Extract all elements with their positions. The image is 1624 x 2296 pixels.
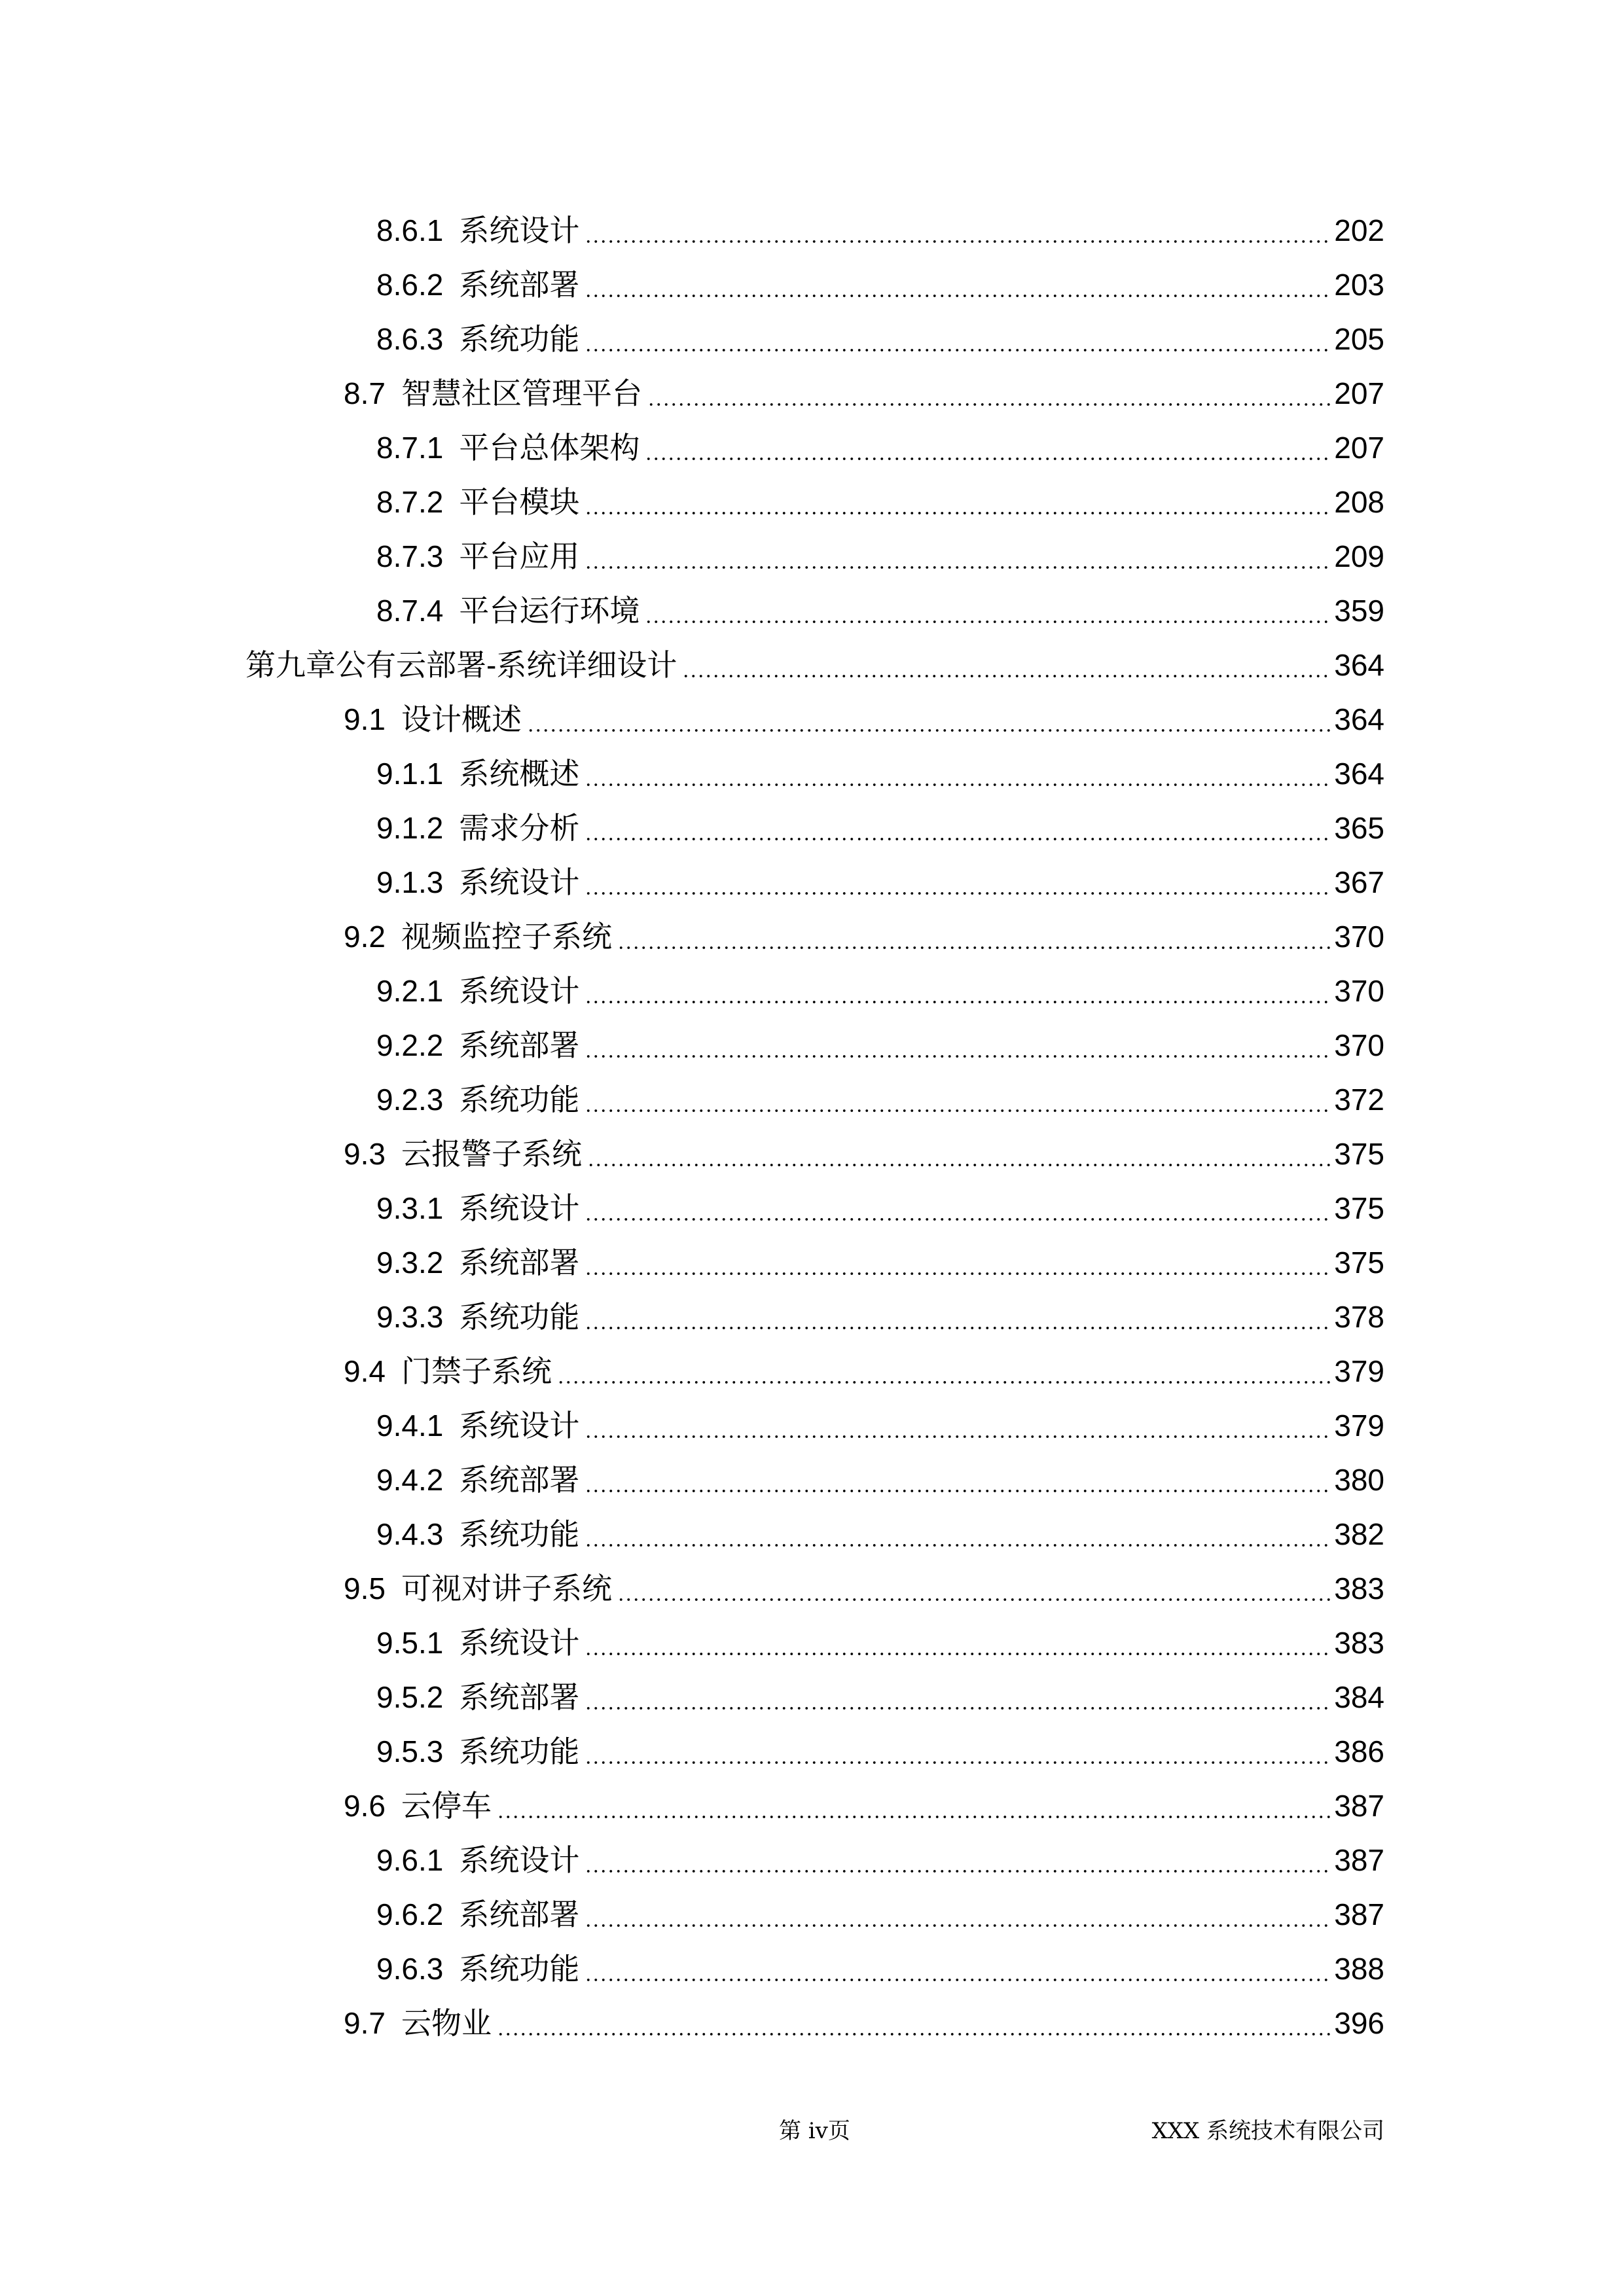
toc-entry-page: 365	[1334, 811, 1384, 845]
toc-entry[interactable]	[0, 1887, 1624, 1942]
dot-leader	[585, 1000, 1330, 1004]
dot-leader	[647, 403, 1330, 406]
dot-leader	[527, 728, 1330, 732]
toc-entry-number: 8.7.2	[376, 485, 444, 519]
toc-entry-page: 364	[1334, 757, 1384, 791]
toc-entry-title: 系统部署	[459, 1028, 580, 1062]
toc-entry[interactable]	[0, 583, 1624, 638]
toc-entry-number: 8.7.1	[376, 431, 444, 465]
toc-entry-title: 平台模块	[459, 485, 580, 519]
toc-entry-number: 9.6.2	[376, 1897, 444, 1931]
toc-entry-number: 9.2.1	[376, 974, 444, 1008]
toc-entry-page: 364	[1334, 648, 1384, 682]
toc-entry[interactable]	[0, 1452, 1624, 1507]
dot-leader	[585, 511, 1330, 515]
toc-entry-title: 系统部署	[459, 1897, 580, 1931]
toc-entry-page: 388	[1334, 1952, 1384, 1986]
toc-entry[interactable]	[0, 909, 1624, 964]
toc-entry-title: 系统设计	[459, 1408, 580, 1443]
toc-entry[interactable]	[0, 1561, 1624, 1616]
toc-entry-title: 需求分析	[459, 811, 580, 845]
dot-leader	[682, 674, 1330, 678]
toc-entry-page: 208	[1334, 485, 1384, 519]
dot-leader	[587, 1163, 1330, 1167]
toc-entry-title: 平台运行环境	[459, 594, 640, 628]
toc-entry-title: 系统功能	[459, 1083, 580, 1117]
toc-entry-number: 8.6.3	[376, 322, 444, 356]
toc-entry[interactable]	[0, 366, 1624, 421]
toc-entry-title: 视频监控子系统	[401, 920, 612, 954]
toc-entry-number: 9.3	[344, 1137, 386, 1171]
toc-entry-page: 379	[1334, 1408, 1384, 1443]
toc-entry-page: 396	[1334, 2006, 1384, 2040]
dot-leader	[585, 565, 1330, 569]
toc-entry-title: 系统功能	[459, 1300, 580, 1334]
toc-entry-page: 359	[1334, 594, 1384, 628]
dot-leader	[585, 1054, 1330, 1058]
toc-entry[interactable]	[0, 475, 1624, 529]
toc-entry[interactable]	[0, 746, 1624, 801]
toc-entry[interactable]	[0, 1996, 1624, 2051]
dot-leader	[497, 1815, 1330, 1819]
toc-chapter-number: 第九章	[245, 648, 336, 682]
toc-entry[interactable]	[0, 312, 1624, 367]
toc-entry-page: 364	[1334, 702, 1384, 736]
toc-entry-number: 9.2	[344, 920, 386, 954]
dot-leader	[585, 1761, 1330, 1765]
toc-entry-page: 207	[1334, 431, 1384, 465]
toc-entry-title: 系统设计	[459, 1626, 580, 1660]
toc-entry-title: 系统设计	[459, 865, 580, 899]
toc-entry-number: 9.4.1	[376, 1408, 444, 1443]
toc-entry-number: 9.1.3	[376, 865, 444, 899]
toc-entry-page: 380	[1334, 1463, 1384, 1497]
toc-entry[interactable]	[0, 1833, 1624, 1888]
toc-entry[interactable]	[0, 855, 1624, 910]
toc-entry-number: 9.3.1	[376, 1191, 444, 1225]
dot-leader	[557, 1380, 1330, 1384]
dot-leader	[585, 1109, 1330, 1113]
toc-entry-number: 9.6.3	[376, 1952, 444, 1986]
toc-entry-title: 云报警子系统	[401, 1137, 582, 1171]
toc-entry-number: 9.7	[344, 2006, 386, 2040]
toc-entry-number: 8.6.2	[376, 268, 444, 302]
toc-entry-page: 370	[1334, 1028, 1384, 1062]
toc-entry-number: 8.7	[344, 376, 386, 410]
toc-entry-page: 378	[1334, 1300, 1384, 1334]
toc-entry-title: 智慧社区管理平台	[401, 376, 642, 410]
dot-leader	[585, 1543, 1330, 1547]
dot-leader	[585, 1924, 1330, 1928]
toc-chapter-entry[interactable]	[0, 637, 1624, 692]
toc-entry-number: 9.5.1	[376, 1626, 444, 1660]
toc-entry-page: 386	[1334, 1734, 1384, 1768]
toc-entry-title: 云停车	[401, 1789, 492, 1823]
toc-entry-number: 9.5.2	[376, 1680, 444, 1714]
toc-entry[interactable]	[0, 963, 1624, 1018]
toc-entry[interactable]	[0, 1670, 1624, 1725]
dot-leader	[585, 1326, 1330, 1330]
toc-entry-title: 系统设计	[459, 1843, 580, 1877]
toc-entry-number: 9.2.2	[376, 1028, 444, 1062]
toc-entry-title: 平台总体架构	[459, 431, 640, 465]
toc-entry-page: 384	[1334, 1680, 1384, 1714]
toc-entry-page: 370	[1334, 920, 1384, 954]
toc-entry-title: 设计概述	[401, 702, 522, 736]
toc-entry-page: 375	[1334, 1191, 1384, 1225]
page-footer	[0, 2113, 1624, 2152]
toc-entry[interactable]	[0, 692, 1624, 747]
toc-entry[interactable]	[0, 1018, 1624, 1073]
dot-leader	[585, 1978, 1330, 1982]
toc-entry-number: 9.4	[344, 1354, 386, 1388]
toc-entry-page: 370	[1334, 974, 1384, 1008]
dot-leader	[585, 1869, 1330, 1873]
toc-entry-title: 系统设计	[459, 974, 580, 1008]
toc-entry[interactable]	[0, 1724, 1624, 1779]
toc-entry[interactable]	[0, 1398, 1624, 1453]
toc-entry-title: 平台应用	[459, 539, 580, 573]
dot-leader	[585, 1217, 1330, 1221]
dot-leader	[585, 1706, 1330, 1710]
toc-entry-page: 383	[1334, 1626, 1384, 1660]
toc-entry-title: 公有云部署-系统详细设计	[336, 648, 677, 682]
dot-leader	[585, 783, 1330, 787]
toc-entry-page: 382	[1334, 1517, 1384, 1551]
toc-entry-title: 系统功能	[459, 322, 580, 356]
dot-leader	[585, 891, 1330, 895]
dot-leader	[585, 1652, 1330, 1656]
toc-entry-number: 9.6.1	[376, 1843, 444, 1877]
toc-entry[interactable]	[0, 1615, 1624, 1670]
dot-leader	[585, 348, 1330, 352]
toc-entry-title: 系统部署	[459, 1246, 580, 1280]
toc-entry-number: 8.7.4	[376, 594, 444, 628]
toc-entry[interactable]	[0, 1181, 1624, 1236]
toc-entry-page: 209	[1334, 539, 1384, 573]
toc-entry-title: 可视对讲子系统	[401, 1571, 612, 1605]
toc-entry-page: 383	[1334, 1571, 1384, 1605]
toc-entry[interactable]	[0, 1235, 1624, 1290]
dot-leader	[645, 457, 1330, 461]
toc-entry-number: 9.1.1	[376, 757, 444, 791]
toc-entry-number: 8.6.1	[376, 213, 444, 247]
toc-entry-page: 387	[1334, 1789, 1384, 1823]
toc-entry-page: 379	[1334, 1354, 1384, 1388]
toc-entry-number: 9.1.2	[376, 811, 444, 845]
toc-entry-number: 9.1	[344, 702, 386, 736]
dot-leader	[617, 946, 1330, 950]
toc-entry-title: 系统设计	[459, 213, 580, 247]
dot-leader	[585, 1435, 1330, 1439]
toc-entry[interactable]	[0, 1778, 1624, 1833]
toc-entry-page: 202	[1334, 213, 1384, 247]
toc-entry-number: 9.4.2	[376, 1463, 444, 1497]
toc-entry-page: 387	[1334, 1897, 1384, 1931]
toc-entry-title: 系统功能	[459, 1517, 580, 1551]
toc-entry[interactable]	[0, 257, 1624, 312]
toc-entry-title: 系统功能	[459, 1734, 580, 1768]
toc-entry-title: 云物业	[401, 2006, 492, 2040]
dot-leader	[585, 837, 1330, 841]
toc-entry-number: 9.6	[344, 1789, 386, 1823]
footer-company-name: XXX 系统技术有限公司	[1151, 2118, 1384, 2144]
dot-leader	[645, 620, 1330, 624]
toc-entry-page: 387	[1334, 1843, 1384, 1877]
toc-entry-page: 203	[1334, 268, 1384, 302]
toc-entry[interactable]	[0, 800, 1624, 855]
toc-entry[interactable]	[0, 203, 1624, 258]
toc-entry-number: 8.7.3	[376, 539, 444, 573]
toc-entry-title: 系统部署	[459, 268, 580, 302]
toc-entry-title: 门禁子系统	[401, 1354, 552, 1388]
dot-leader	[497, 2032, 1330, 2036]
toc-entry[interactable]	[0, 1289, 1624, 1344]
toc-entry-number: 9.3.3	[376, 1300, 444, 1334]
toc-entry-title: 系统设计	[459, 1191, 580, 1225]
toc-entry-number: 9.5.3	[376, 1734, 444, 1768]
toc-entry[interactable]	[0, 1126, 1624, 1181]
toc-entry[interactable]	[0, 1941, 1624, 1996]
toc-entry[interactable]	[0, 1507, 1624, 1562]
toc-entry-title: 系统功能	[459, 1952, 580, 1986]
toc-entry-page: 375	[1334, 1246, 1384, 1280]
dot-leader	[585, 1272, 1330, 1276]
toc-entry[interactable]	[0, 529, 1624, 584]
toc-entry[interactable]	[0, 1072, 1624, 1127]
dot-leader	[617, 1598, 1330, 1602]
footer-page-number: 第 iv页	[779, 2118, 850, 2144]
toc-entry-number: 9.2.3	[376, 1083, 444, 1117]
toc-entry[interactable]	[0, 1344, 1624, 1399]
toc-entry-title: 系统部署	[459, 1680, 580, 1714]
toc-entry-page: 367	[1334, 865, 1384, 899]
toc-entry-page: 375	[1334, 1137, 1384, 1171]
toc-entry-number: 9.5	[344, 1571, 386, 1605]
dot-leader	[585, 294, 1330, 298]
toc-entry-number: 9.3.2	[376, 1246, 444, 1280]
toc-entry-page: 207	[1334, 376, 1384, 410]
toc-entry-title: 系统部署	[459, 1463, 580, 1497]
toc-entry-page: 205	[1334, 322, 1384, 356]
toc-entry-title: 系统概述	[459, 757, 580, 791]
toc-entry-number: 9.4.3	[376, 1517, 444, 1551]
dot-leader	[585, 1489, 1330, 1493]
toc-entry-page: 372	[1334, 1083, 1384, 1117]
toc-entry[interactable]	[0, 420, 1624, 475]
dot-leader	[585, 240, 1330, 243]
